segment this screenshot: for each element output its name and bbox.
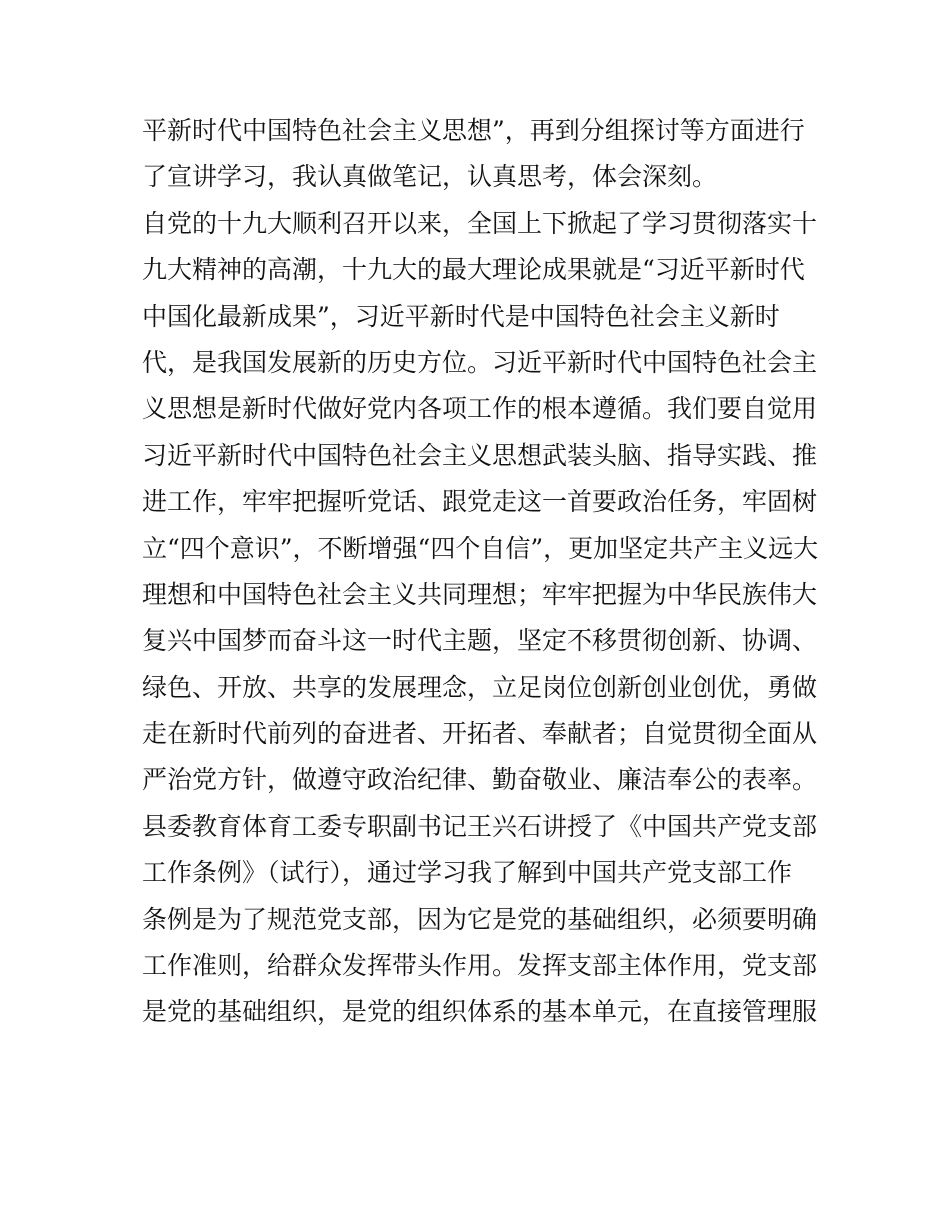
- text-line: 进工作，牢牢把握听党话、跟党走这一首要政治任务，牢固树: [142, 487, 818, 517]
- text-line: 严治党方针，做遵守政治纪律、勤奋敬业、廉洁奉公的表率。: [142, 765, 818, 795]
- text-line: 理想和中国特色社会主义共同理想；牢牢把握为中华民族伟大: [142, 579, 818, 609]
- text-line: 自党的十九大顺利召开以来，全国上下掀起了学习贯彻落实十: [142, 208, 818, 238]
- text-line: 代，是我国发展新的历史方位。习近平新时代中国特色社会主: [142, 347, 818, 377]
- text-line: 义思想是新时代做好党内各项工作的根本遵循。我们要自觉用: [142, 394, 818, 424]
- text-line: 习近平新时代中国特色社会主义思想武装头脑、指导实践、推: [142, 440, 818, 470]
- text-line: 中国化最新成果”，习近平新时代是中国特色社会主义新时: [142, 301, 780, 331]
- text-line: 条例是为了规范党支部，因为它是党的基础组织，必须要明确: [142, 904, 818, 934]
- text-line: 是党的基础组织，是党的组织体系的基本单元，在直接管理服: [142, 997, 818, 1027]
- text-line: 县委教育体育工委专职副书记王兴石讲授了《中国共产党支部: [142, 811, 818, 841]
- text-line: 平新时代中国特色社会主义思想”，再到分组探讨等方面进行: [142, 116, 805, 145]
- text-line: 立“四个意识”，不断增强“四个自信”，更加坚定共产主义远大: [142, 533, 819, 563]
- text-line: 九大精神的高潮，十九大的最大理论成果就是“习近平新时代: [142, 255, 805, 285]
- text-line: 工作条例》（试行），通过学习我了解到中国共产党支部工作: [142, 858, 793, 888]
- text-line: 复兴中国梦而奋斗这一时代主题，坚定不移贯彻创新、协调、: [142, 626, 818, 656]
- text-line: 了宣讲学习，我认真做笔记，认真思考，体会深刻。: [142, 162, 718, 192]
- body-text: [142, 108, 822, 1036]
- text-line: 绿色、开放、共享的发展理念，立足岗位创新创业创优，勇做: [142, 672, 818, 702]
- text-line: 走在新时代前列的奋进者、开拓者、奉献者；自觉贯彻全面从: [142, 719, 818, 749]
- text-line: 工作准则，给群众发挥带头作用。发挥支部主体作用，党支部: [142, 951, 818, 981]
